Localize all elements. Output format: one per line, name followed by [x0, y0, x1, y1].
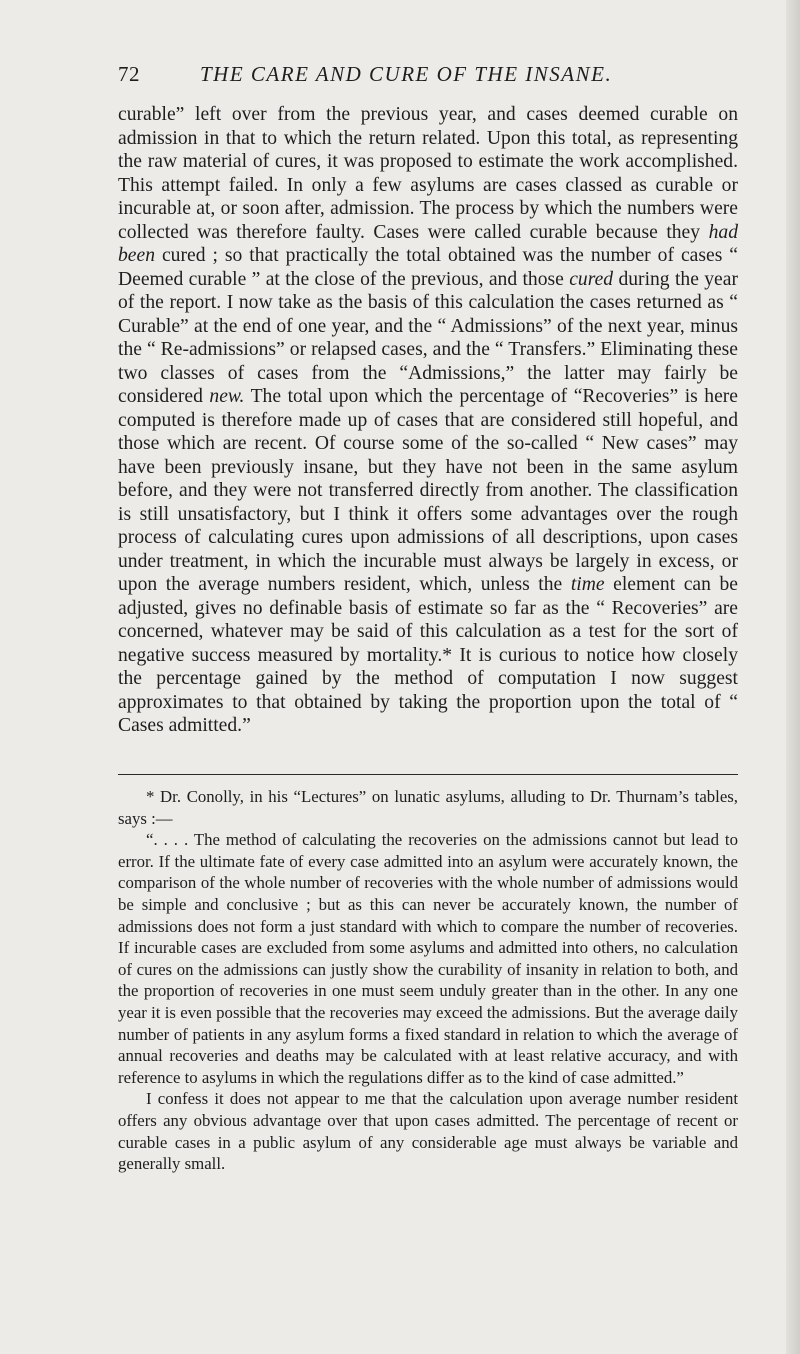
footnote-intro: * Dr. Conolly, in his “Lectures” on lunatic asylums, alluding to Dr. Thurnam’s tables, says :— — [118, 787, 738, 828]
body-text: curable” left over from the previous year, and cases deemed curable on admission in that to which the return related. Upon this total, as representing the raw material of cures, it was proposed to estimate the work accomplished. This attempt failed. In only a few asylums are cases classed as curable or incurable at, or soon after, admission. The process by which the numbers were collected was therefore faulty. Cases were called curable because they — [118, 104, 738, 243]
footnote-comment: I confess it does not appear to me that the calculation upon average number resident offers any obvious advantage over that upon cases admitted. The percentage of recent or curable cases in a public asylum of any considerable age must always be variable and generally small. — [118, 1089, 738, 1174]
main-text — [118, 103, 738, 738]
italic-phrase: new. — [209, 386, 245, 407]
body-paragraph — [118, 103, 738, 738]
body-text: cured ; so that practically the total obtained was the number of cases “ Deemed curable ” at the close of the previous, and those — [118, 245, 738, 290]
footnote-divider — [118, 774, 738, 775]
italic-phrase: time — [570, 574, 605, 595]
italic-phrase: had been — [118, 221, 738, 266]
body-text: during the year of the report. I now take as the basis of this calculation the cases returned as “ Curable” at the end of one year, and the “ Admissions” of the next year, minus the “ Re-admissions” or relapsed cases, and the “ Transfers.” Eliminating these two classes of cases from the “Admissions,” the latter may fairly be considered — [118, 268, 738, 407]
page-edge — [786, 0, 800, 1354]
body-text: element can be adjusted, gives no definable basis of estimate so far as the “ Recoveries” are concerned, whatever may be said of this calculation as a test for the sort of negative success measured by mortality.* It is curious to notice how closely the percentage gained by the method of computation I now suggest approximates to that obtained by taking the proportion upon the total of “ Cases admitted.” — [118, 574, 738, 736]
italic-phrase: cured — [569, 268, 614, 290]
footnote — [118, 786, 738, 1175]
page-number: 72 — [118, 62, 140, 86]
running-header — [118, 62, 738, 90]
running-title: THE CARE AND CURE OF THE INSANE. — [200, 62, 613, 86]
body-text: The total upon which the percentage of “Recoveries” is here computed is therefore made up of cases that are considered still hopeful, and those which are recent. Of course some of the so-called “ New cases” may have been previously insane, but they have not been in the same asylum before, and they were not transferred directly from another. The classification is still unsatisfactory, but I think it offers some advantages over the rough process of calculating cures upon admissions of all descriptions, upon cases under treatment, in which the incurable must always be largely in excess, or upon the average numbers resident, which, unless the — [118, 386, 738, 595]
footnote-quotation: “. . . . The method of calculating the recoveries on the admissions cannot but lead to error. If the ultimate fate of every case admitted into an asylum were accurately known, the comparison of the whole number of recoveries with the whole number of admissions would be simple and conclusive ; but as this can never be accurately known, the number of admissions does not form a just standard with which to compare the number of recoveries. If incurable cases are excluded from some asylums and admitted into others, no calculation of cures on the admissions can justly show the curability of insanity in relation to both, and the proportion of recoveries in one must seem unduly greater than in the other. In any one year it is even possible that the recoveries may exceed the admissions. But the average daily number of patients in any asylum forms a fixed standard in relation to which the average of annual recoveries and deaths may be calculated with at least relative accuracy, and with reference to asylums in which the regulations differ as to the kind of case admitted.” — [118, 830, 738, 1087]
